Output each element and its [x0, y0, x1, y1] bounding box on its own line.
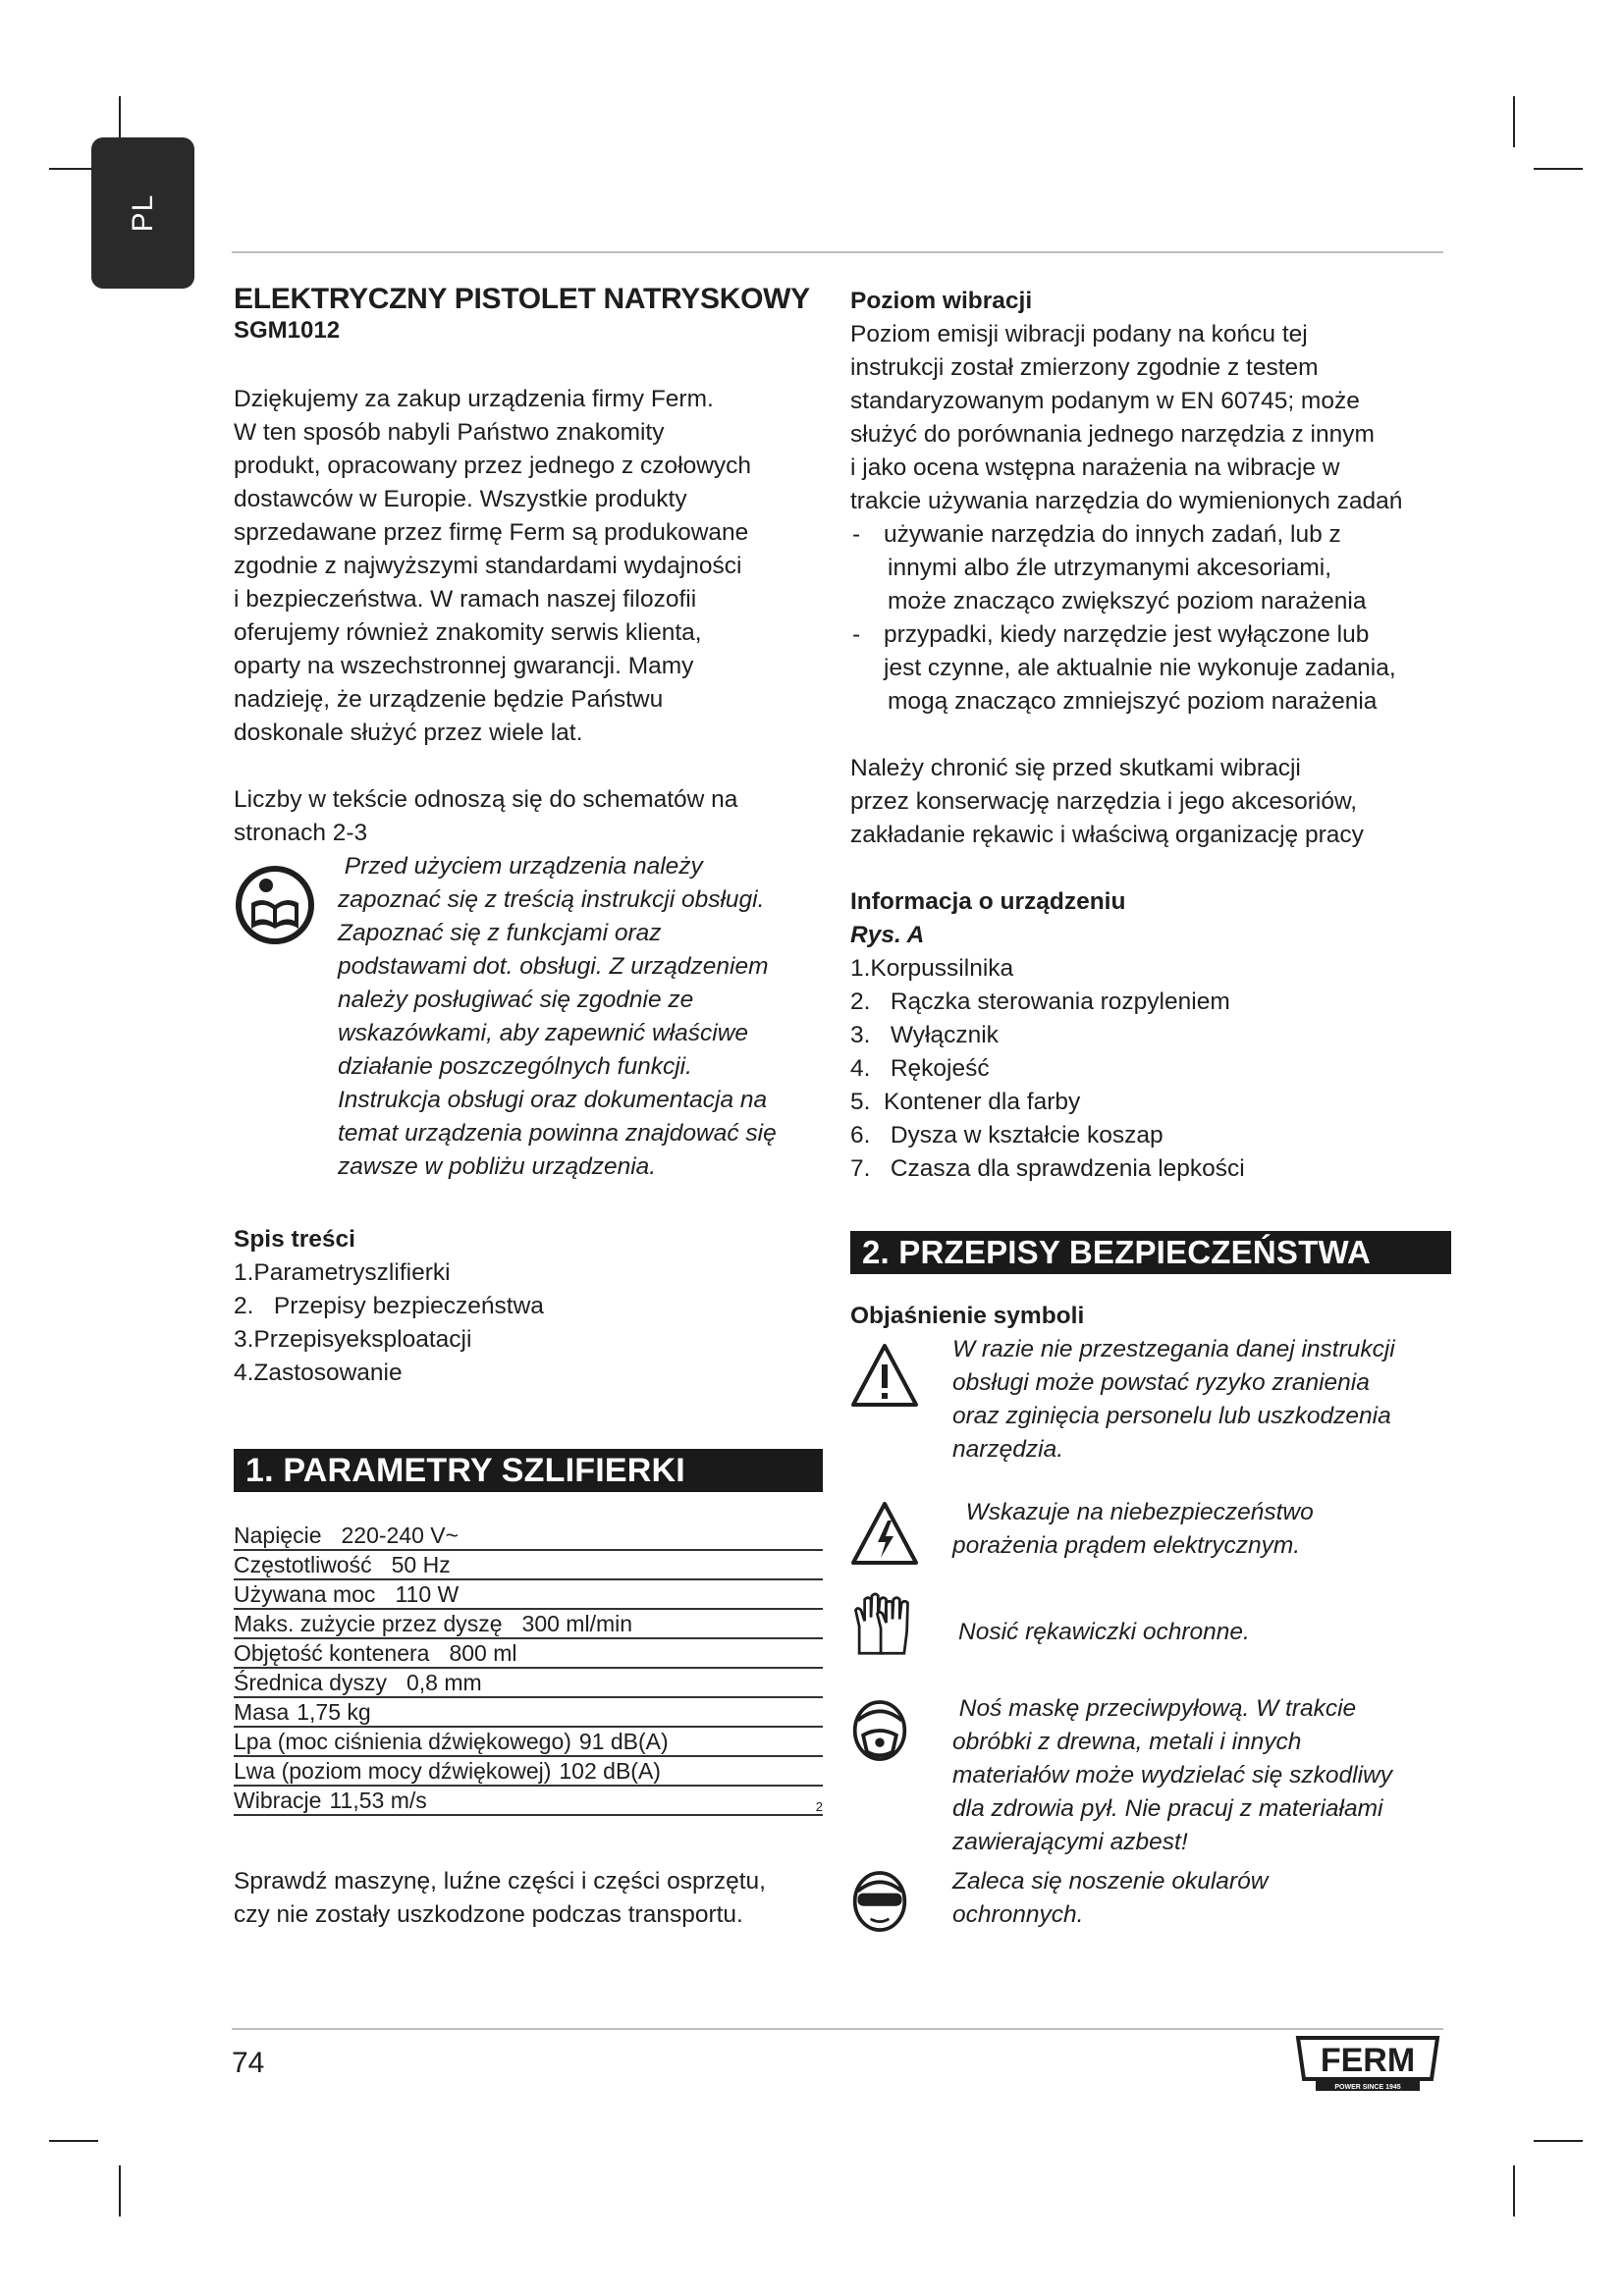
header-rule: [232, 251, 1443, 253]
spec-row: Lpa (moc ciśnienia dźwiękowego) 91 dB(A): [234, 1728, 823, 1757]
spec-row: Częstotliwość 50 Hz: [234, 1551, 823, 1580]
toc-list: [234, 1256, 823, 1390]
right-column: [850, 285, 1451, 1944]
left-column: [234, 283, 823, 1932]
electric-hazard-icon: [850, 1496, 919, 1571]
dust-mask-icon: [850, 1698, 909, 1763]
superscript: 2: [815, 1799, 823, 1814]
list-item: 2. Rączka sterowania rozpyleniem: [850, 988, 1230, 1015]
logo-text: FERM: [1320, 2042, 1416, 2079]
read-manual-icon: [234, 864, 316, 946]
footer-rule: [232, 2028, 1443, 2030]
intro-paragraph: Dziękujemy za zakup urządzenia firmy Ferm. W ten sposób nabyli Państwo znakomity produkt, opracowany przez jednego z czołowych dostawców w Europie. Wszystkie produkty sprzedawane przez firmę Ferm są produkowane zgodnie z najwyższymi standardami wydajności i bezpieczeństwa. W ramach naszej filozofii oferujemy również znakomity serwis klienta, oparty na wszechstronnej gwarancji. Mamy nadzieję, że urządzenie będzie Państwu doskonale służyć przez wiele lat.: [234, 386, 752, 746]
section-2-banner: 2. PRZEPISY BEZPIECZEŃSTWA: [850, 1231, 1451, 1274]
goggles-icon: [850, 1869, 909, 1934]
vibration-list-item: - używanie narzędzia do innych zadań, lub z innymi albo źle utrzymanymi akcesoriami, może znacząco zwiększyć poziom narażenia: [852, 521, 1367, 614]
spec-row: Lwa (poziom mocy dźwiękowej) 102 dB(A): [234, 1757, 823, 1787]
list-item: 4. Rękojeść: [850, 1055, 990, 1082]
spec-table: [234, 1522, 823, 1816]
spec-row: Napięcie 220-240 V~: [234, 1522, 823, 1551]
crop-mark: [119, 2165, 121, 2216]
language-code: PL: [126, 193, 159, 233]
device-parts-list: [850, 952, 1451, 1186]
section-1-banner: 1. PARAMETRY SZLIFIERKI: [234, 1449, 823, 1492]
spec-row: Masa 1,75 kg: [234, 1698, 823, 1728]
symbol-goggles: Zaleca się noszenie okularów ochronnych.: [850, 1865, 1451, 1944]
device-info-heading: Informacja o urządzeniu: [850, 888, 1126, 915]
vibration-protection-text: Należy chronić się przed skutkami wibracji przez konserwację narzędzia i jego akcesoriów, zakładanie rękawic i właściwą organizację pracy: [850, 755, 1364, 848]
toc-item: 1.Parametryszlifierki: [234, 1259, 451, 1286]
toc-item: 3.Przepisyeksploatacji: [234, 1326, 472, 1353]
vibration-text: Poziom emisji wibracji podany na końcu tej instrukcji został zmierzony zgodnie z testem standaryzowanym podanym w EN 60745; może służyć do porównania jednego narzędzia z innym i jako ocena wstępna narażenia na wibracje w trakcie używania narzędzia do wymienionych zadań: [850, 321, 1403, 514]
toc-item: 2. Przepisy bezpieczeństwa: [234, 1293, 544, 1319]
list-item: 7. Czasza dla sprawdzenia lepkości: [850, 1155, 1245, 1182]
spec-row: Średnica dyszy 0,8 mm: [234, 1669, 823, 1698]
list-item: 6. Dysza w kształcie koszap: [850, 1122, 1164, 1148]
model-number: SGM1012: [234, 317, 341, 344]
logo-tagline: POWER SINCE 1945: [1334, 2084, 1401, 2091]
crop-mark: [1513, 96, 1515, 147]
vibration-heading: Poziom wibracji: [850, 288, 1033, 314]
symbol-warning: W razie nie przestzegania danej instrukcji obsługi może powstać ryzyko zranienia oraz zginięcia personelu lub uszkodzenia narzędzia.: [850, 1333, 1451, 1467]
list-item: 3. Wyłącznik: [850, 1022, 999, 1048]
vibration-list-item: - przypadki, kiedy narzędzie jest wyłączone lub jest czynne, ale aktualnie nie wykonuje zadania, mogą znacząco zmniejszyć poziom narażenia: [852, 621, 1396, 715]
document-title: ELEKTRYCZNY PISTOLET NATRYSKOWY: [234, 283, 810, 315]
crop-mark: [1513, 2165, 1515, 2216]
crop-mark: [49, 2140, 98, 2142]
symbol-dust-mask: Noś maskę przeciwpyłową. W trakcie obróbki z drewna, metali i innych materiałów może wydzielać się szkodliwy dla zdrowia pył. Nie pracuj z materiałami zawierającymi azbest!: [850, 1692, 1451, 1859]
read-manual-notice: Przed użyciem urządzenia należy zapoznać się z treścią instrukcji obsługi. Zapoznać się z funkcjami oraz podstawami dot. obsługi. Z urządzeniem należy posługiwać się zgodnie ze wskazówkami, aby zapewnić właściwe działanie poszczególnych funkcji. Instrukcja obsługi oraz dokumentacja na temat urządzenia powinna znajdować się zawsze w pobliżu urządzenia.: [234, 850, 823, 1184]
page-number: 74: [232, 2047, 265, 2079]
crop-mark: [1534, 2140, 1583, 2142]
spec-row: Używana moc 110 W: [234, 1580, 823, 1610]
spec-row: Maks. zużycie przez dyszę 300 ml/min: [234, 1610, 823, 1639]
figure-reference: Rys. A: [850, 922, 925, 948]
transport-check-note: Sprawdź maszynę, luźne części i części osprzętu, czy nie zostały uszkodzone podczas transportu.: [234, 1868, 766, 1928]
gloves-icon: [850, 1588, 913, 1661]
list-item: 1.Korpussilnika: [850, 955, 1014, 982]
ferm-logo: [1294, 2032, 1441, 2093]
crop-mark: [1534, 168, 1583, 170]
warning-icon: [850, 1343, 919, 1408]
list-item: 5. Kontener dla farby: [850, 1089, 1081, 1115]
symbol-gloves: Nosić rękawiczki ochronne.: [850, 1594, 1451, 1682]
spec-row: Objętość kontenera 800 ml: [234, 1639, 823, 1669]
toc-item: 4.Zastosowanie: [234, 1360, 403, 1386]
symbol-electric: Wskazuje na niebezpieczeństwo porażenia prądem elektrycznym.: [850, 1496, 1451, 1594]
language-tab: [91, 137, 194, 289]
figures-note: Liczby w tekście odnoszą się do schematów na stronach 2-3: [234, 786, 738, 846]
toc-heading: Spis treści: [234, 1226, 355, 1253]
spec-row: Wibracje 11,53 m/s 2: [234, 1787, 823, 1816]
symbols-heading: Objaśnienie symboli: [850, 1303, 1085, 1329]
